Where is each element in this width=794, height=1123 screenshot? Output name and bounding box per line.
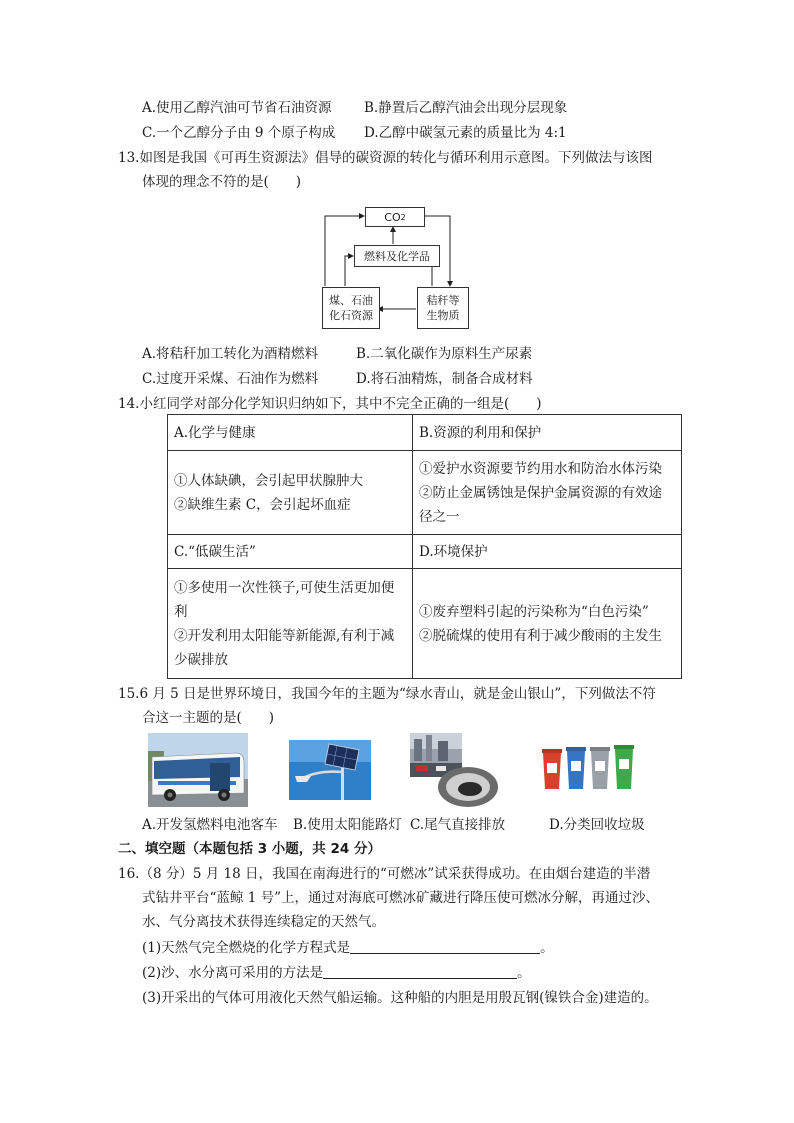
co2-subscript: 2 <box>400 212 406 222</box>
recycling-bins-image <box>540 743 638 793</box>
q14-a-head-text: A.化学与健康 <box>174 424 256 441</box>
q14-cell-a-head <box>168 415 413 451</box>
q13-option-b: B.二氧化碳作为原料生产尿素 <box>356 346 533 362</box>
q14-cell-c-body <box>168 569 413 679</box>
q15-stem-line2: 合这一主题的是( ) <box>142 710 275 726</box>
fossil-label-1: 煤、石油 <box>329 294 373 307</box>
q15-option-b: B.使用太阳能路灯 <box>293 817 402 833</box>
q15-option-c: C.尾气直接排放 <box>410 817 506 833</box>
carbon-cycle-diagram <box>320 206 472 330</box>
biomass-label-2: 生物质 <box>426 309 460 322</box>
q13-stem-line2: 体现的理念不符的是( ) <box>142 174 302 190</box>
q13-stem-line1: 13.如图是我国《可再生资源法》倡导的碳资源的转化与循环利用示意图。下列做法与该图 <box>118 150 653 166</box>
q16-sub2-text: (2)沙、水分离可采用的方法是 <box>142 965 324 981</box>
q16-sub2 <box>142 961 531 985</box>
q14-knowledge-table <box>167 414 682 679</box>
solar-street-light-image <box>289 740 371 800</box>
diagram-biomass-box <box>417 287 469 329</box>
diagram-fuel-box <box>354 245 440 267</box>
bin-red-icon <box>542 749 562 789</box>
q16-stem-line1: 16.（8 分）5 月 18 日，我国在南海进行的“可燃冰”试采获得成功。在由烟台建造的半潜 <box>118 866 651 882</box>
q14-a-item-1: ①人体缺碘，会引起甲状腺肿大 <box>174 472 363 489</box>
q12-option-d: D.乙醇中碳氢元素的质量比为 4:1 <box>364 125 567 141</box>
exhaust-emission-image <box>410 733 500 809</box>
q16-sub1-period: 。 <box>540 940 554 956</box>
q14-c-item-1: ①多使用一次性筷子,可使生活更加便利 <box>174 579 395 620</box>
diagram-fossil-box <box>322 287 380 329</box>
q14-cell-b-head <box>413 415 682 451</box>
q14-c-head-text: C.“低碳生活” <box>174 543 256 560</box>
q14-cell-b-body <box>413 451 682 535</box>
q14-b-item-2: ②防止金属锈蚀是保护金属资源的有效途径之一 <box>419 484 662 525</box>
q16-stem-line2: 式钻井平台“蓝鲸 1 号”上，通过对海底可燃冰矿藏进行降压使可燃冰分解，再通过沙、 <box>142 890 659 906</box>
q14-d-item-2: ②脱硫煤的使用有利于减少酸雨的主发生 <box>419 627 662 644</box>
q14-stem: 14.小红同学对部分化学知识归纳如下，其中不完全正确的一组是( ) <box>118 396 542 412</box>
q15-stem-line1: 15.6 月 5 日是世界环境日，我国今年的主题为“绿水青山，就是金山银山”，下列做法不符 <box>118 686 656 702</box>
q14-cell-d-head <box>413 535 682 569</box>
q14-d-item-1: ①废弃塑料引起的污染称为“白色污染” <box>419 603 649 620</box>
q12-option-b: B.静置后乙醇汽油会出现分层现象 <box>364 100 568 116</box>
q14-cell-d-body <box>413 569 682 679</box>
q15-option-d: D.分类回收垃圾 <box>549 817 645 833</box>
q14-cell-c-head <box>168 535 413 569</box>
q16-stem-line3: 水、气分离技术获得连续稳定的天然气。 <box>142 914 385 930</box>
fuel-label: 燃料及化学品 <box>364 249 430 263</box>
hydrogen-bus-image <box>148 733 248 807</box>
q16-sub2-period: 。 <box>517 965 531 981</box>
q16-sub1 <box>142 936 554 960</box>
q16-sub2-answer-blank[interactable] <box>323 964 517 979</box>
q16-sub3: (3)开采出的气体可用液化天然气船运输。这种船的内胆是用殷瓦钢(镍铁合金)建造的。 <box>142 990 658 1006</box>
q14-b-head-text: B.资源的利用和保护 <box>419 424 542 441</box>
fossil-label-2: 化石资源 <box>329 309 373 322</box>
q13-option-c: C.过度开采煤、石油作为燃料 <box>142 371 319 387</box>
biomass-label-1: 秸秆等 <box>426 294 460 307</box>
diagram-co2-box <box>365 207 425 227</box>
q14-d-head-text: D.环境保护 <box>419 543 488 560</box>
q13-option-a: A.将秸秆加工转化为酒精燃料 <box>142 346 319 362</box>
q12-option-c: C.一个乙醇分子由 9 个原子构成 <box>142 125 336 141</box>
q14-c-item-2: ②开发利用太阳能等新能源,有利于减少碳排放 <box>174 627 395 668</box>
q14-a-item-2: ②缺维生素 C，会引起坏血症 <box>174 496 351 513</box>
q14-cell-a-body <box>168 451 413 535</box>
q15-option-a: A.开发氢燃料电池客车 <box>142 817 278 833</box>
q13-option-d: D.将石油精炼，制备合成材料 <box>356 371 533 387</box>
q16-sub1-answer-blank[interactable] <box>350 939 540 954</box>
q14-b-item-1: ①爱护水资源要节约用水和防治水体污染 <box>419 460 662 477</box>
co2-label: CO <box>384 210 401 224</box>
q16-sub1-text: (1)天然气完全燃烧的化学方程式是 <box>142 940 351 956</box>
q12-option-a: A.使用乙醇汽油可节省石油资源 <box>142 100 332 116</box>
section-title-fill-in: 二、填空题（本题包括 3 小题，共 24 分） <box>118 841 381 857</box>
